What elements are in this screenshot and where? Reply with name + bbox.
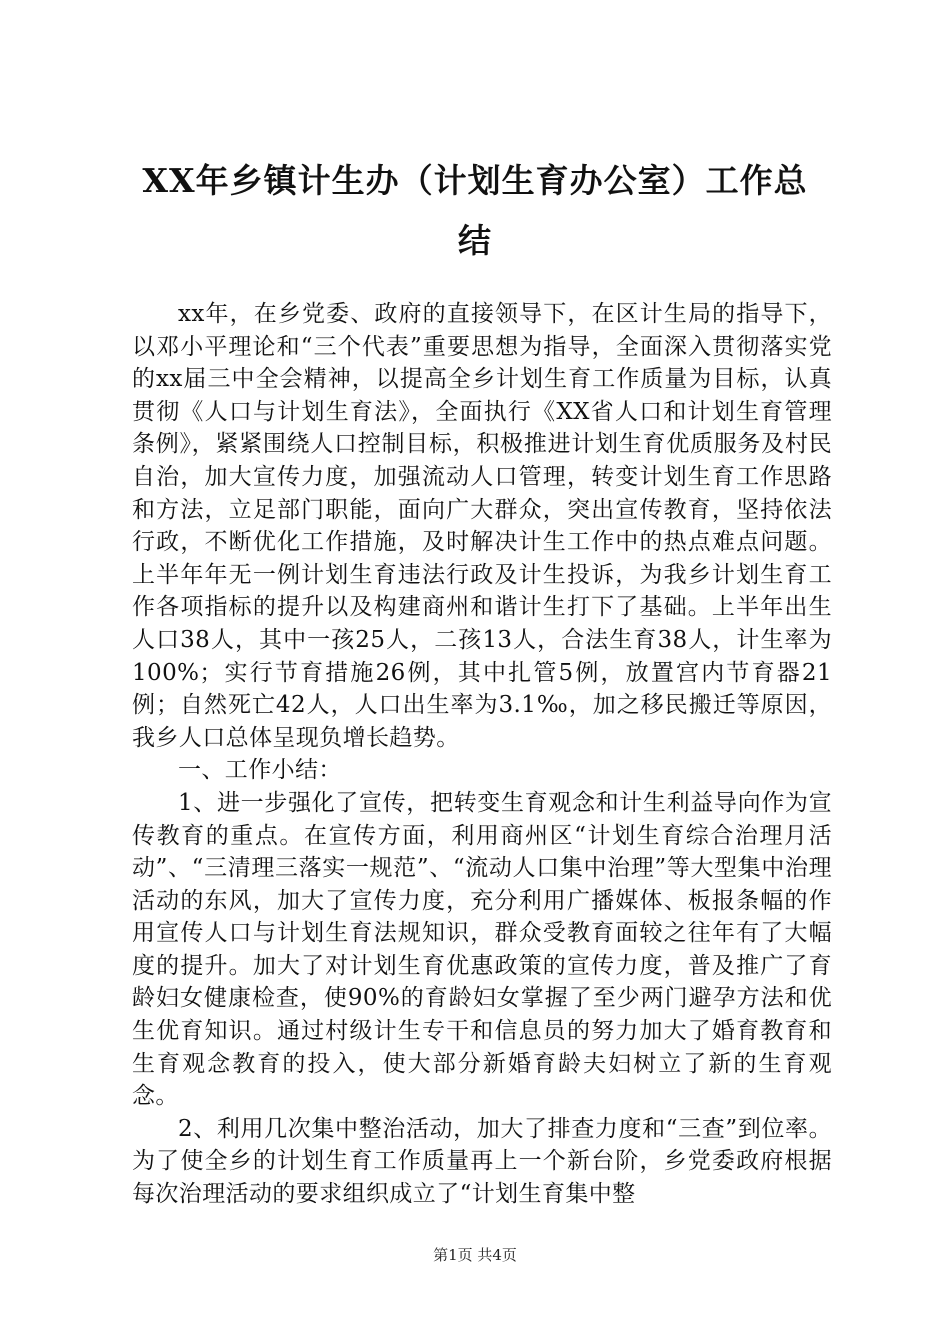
section-heading-work-summary: 一、工作小结： xyxy=(178,757,342,784)
paragraph-intro: xx年，在乡党委、政府的直接领导下，在区计生局的指导下，以邓小平理论和“三个代表”重要思想为指导，全面深入贯彻落实党的xx届三中全会精神，以提高全乡计划生育工作质量为目标，认真贯彻《人口与计划生育法》，全面执行《XX省人口和计划生育管理条例》，紧紧围绕人口控制目标，积极推进计划生育优质服务及村民自治，加大宣传力度，加强流动人口管理，转变计划生育工作思路和方法，立足部门职能，面向广大群众，突出宣传教育，坚持依法行政，不断优化工作措施，及时解决计生工作中的热点难点问题。上半年年无一例计划生育违法行政及计生投诉，为我乡计划生育工作各项指标的提升以及构建商州和谐计生打下了基础。上半年出生人口38人，其中一孩25人，二孩13人，合法生育38人，计生率为100%；实行节育措施26例，其中扎管5例，放置宫内节育器21例；自然死亡42人，人口出生率为3.1‰，加之移民搬迁等原因，我乡人口总体呈现负增长趋势。 xyxy=(132,301,832,751)
document-title-line-1: XX年乡镇计生办（计划生育办公室）工作总 xyxy=(142,161,808,200)
document-title-line-2: 结 xyxy=(458,221,492,260)
document-body xyxy=(132,298,832,1211)
page-number-footer: 第1页 共4页 xyxy=(433,1246,517,1264)
paragraph-item-1: 1、进一步强化了宣传，把转变生育观念和计生利益导向作为宣传教育的重点。在宣传方面，利用商州区“计划生育综合治理月活动”、“三清理三落实一规范”、“流动人口集中治理”等大型集中治理活动的东风，加大了宣传力度，充分利用广播媒体、板报条幅的作用宣传人口与计划生育法规知识，群众受教育面较之往年有了大幅度的提升。加大了对计划生育优惠政策的宣传力度，普及推广了育龄妇女健康检查，使90%的育龄妇女掌握了至少两门避孕方法和优生优育知识。通过村级计生专干和信息员的努力加大了婚育教育和生育观念教育的投入，使大部分新婚育龄夫妇树立了新的生育观念。 xyxy=(132,789,832,1110)
paragraph-item-2: 2、利用几次集中整治活动，加大了排查力度和“三查”到位率。为了使全乡的计划生育工作质量再上一个新台阶，乡党委政府根据每次治理活动的要求组织成立了“计划生育集中整 xyxy=(132,1115,832,1208)
